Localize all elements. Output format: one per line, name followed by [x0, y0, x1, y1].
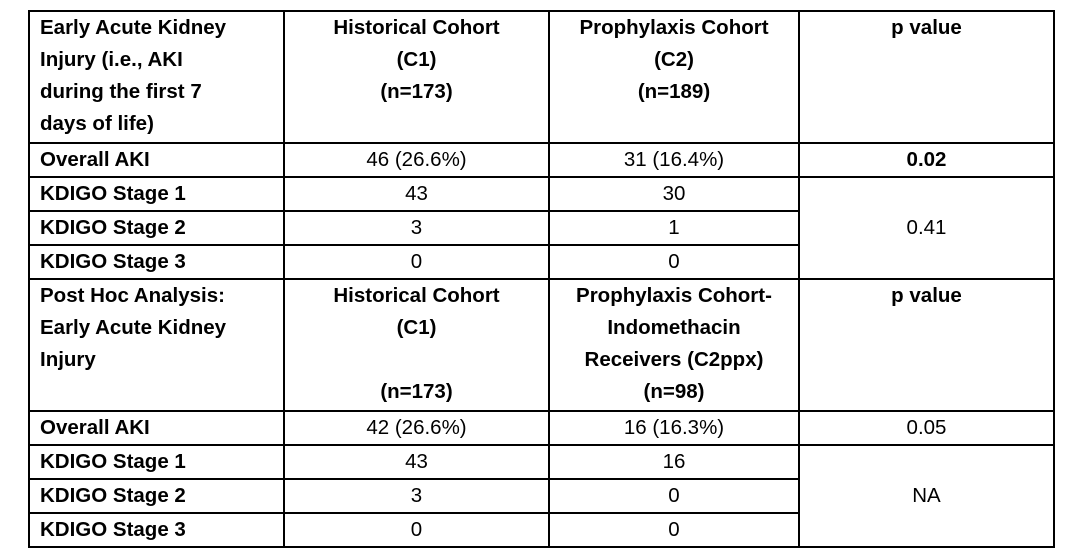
section1-stage2-c1: 3 — [284, 211, 549, 245]
section2-header-row — [29, 279, 1054, 411]
section2-stage-row — [29, 445, 1054, 479]
section1-overall-label: Overall AKI — [29, 143, 284, 177]
section1-stage3-label: KDIGO Stage 3 — [29, 245, 284, 279]
section1-stage1-c2: 30 — [549, 177, 799, 211]
section2-stage1-label: KDIGO Stage 1 — [29, 445, 284, 479]
section1-header-p-value: p value — [799, 11, 1054, 143]
section1-overall-c1: 46 (26.6%) — [284, 143, 549, 177]
section2-stage2-c1: 3 — [284, 479, 549, 513]
section1-header-label: Early Acute Kidney Injury (i.e., AKI during the first 7 days of life) — [29, 11, 284, 143]
section1-stage-row — [29, 177, 1054, 211]
section2-header-historical-cohort: Historical Cohort (C1) (n=173) — [284, 279, 549, 411]
section2-overall-label: Overall AKI — [29, 411, 284, 445]
section2-stage1-c2: 16 — [549, 445, 799, 479]
section1-stage3-c2: 0 — [549, 245, 799, 279]
section1-header-prophylaxis-cohort: Prophylaxis Cohort (C2) (n=189) — [549, 11, 799, 143]
section2-header-p-value: p value — [799, 279, 1054, 411]
section1-header-row — [29, 11, 1054, 143]
section1-overall-c2: 31 (16.4%) — [549, 143, 799, 177]
section2-stage1-c1: 43 — [284, 445, 549, 479]
section2-stage2-label: KDIGO Stage 2 — [29, 479, 284, 513]
section2-stage3-c2: 0 — [549, 513, 799, 547]
section2-stage3-c1: 0 — [284, 513, 549, 547]
section1-stage2-c2: 1 — [549, 211, 799, 245]
section2-stage2-c2: 0 — [549, 479, 799, 513]
section2-overall-c2: 16 (16.3%) — [549, 411, 799, 445]
section2-overall-row — [29, 411, 1054, 445]
section2-stages-p: NA — [799, 445, 1054, 547]
section1-stage2-label: KDIGO Stage 2 — [29, 211, 284, 245]
section1-header-historical-cohort: Historical Cohort (C1) (n=173) — [284, 11, 549, 143]
section1-overall-p: 0.02 — [799, 143, 1054, 177]
section1-overall-row — [29, 143, 1054, 177]
section2-header-label: Post Hoc Analysis: Early Acute Kidney Injury — [29, 279, 284, 411]
section1-stage1-label: KDIGO Stage 1 — [29, 177, 284, 211]
section2-header-prophylaxis-cohort: Prophylaxis Cohort- Indomethacin Receivers (C2ppx) (n=98) — [549, 279, 799, 411]
section2-stage3-label: KDIGO Stage 3 — [29, 513, 284, 547]
section1-stage3-c1: 0 — [284, 245, 549, 279]
aki-results-table — [28, 10, 1055, 548]
section1-stages-p: 0.41 — [799, 177, 1054, 279]
section2-overall-c1: 42 (26.6%) — [284, 411, 549, 445]
section1-stage1-c1: 43 — [284, 177, 549, 211]
section2-overall-p: 0.05 — [799, 411, 1054, 445]
